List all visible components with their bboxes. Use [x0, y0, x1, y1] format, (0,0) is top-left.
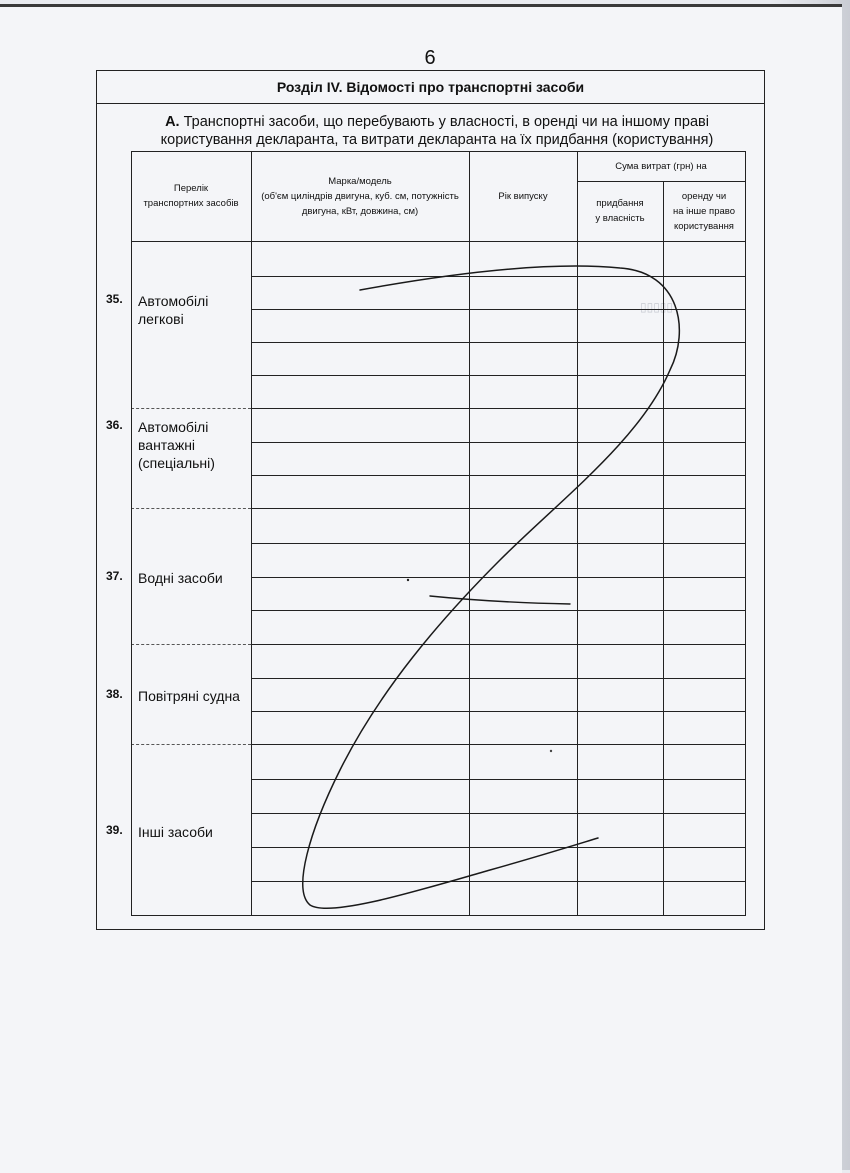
row-number-37: 37. [106, 569, 123, 583]
row-number-35: 35. [106, 292, 123, 306]
page-number: 6 [424, 47, 436, 69]
section-title: Розділ IV. Відомості про транспортні засоби [97, 71, 764, 104]
row-label-other-vehicles: Інші засоби [138, 824, 213, 840]
row-label-aircraft: Повітряні судна [138, 688, 240, 704]
row-number-36: 36. [106, 418, 123, 432]
row-label-water-vehicles: Водні засоби [138, 570, 223, 586]
header-list: Перелік транспортних засобів [143, 183, 239, 209]
header-lease: оренду чи на інше право користування [672, 190, 735, 232]
header-model: Марка/модель (об'єм циліндрів двигуна, куб. см, потужність двигуна, кВт, довжина, см) [261, 175, 459, 217]
header-purchase: придбання у власність [595, 198, 645, 224]
row-label-trucks: Автомобілі вантажні (спеціальні) [138, 419, 215, 471]
subsection-title [137, 113, 737, 149]
row-number-39: 39. [106, 823, 123, 837]
subsection-text: Транспортні засоби, що перебувають у власності, в оренді чи на іншому праві користування декларанта, та витрати декларанта на їх придбання (користування) [160, 114, 714, 148]
row-number-38: 38. [106, 687, 123, 701]
subsection-letter: А. [165, 114, 180, 130]
header-costs: Сума витрат (грн) на [615, 160, 707, 172]
row-label-cars: Автомобілі легкові [138, 293, 209, 327]
header-year: Рік випуску [498, 190, 548, 202]
bleed-through-text: ▯▯▯▯▯ [640, 300, 674, 314]
